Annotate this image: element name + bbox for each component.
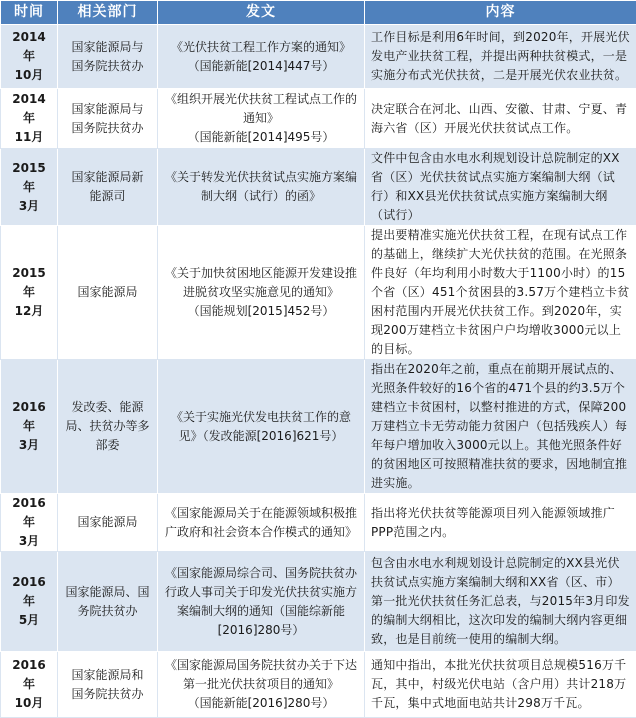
cell-dept: 国家能源局与 国务院扶贫办 bbox=[58, 25, 158, 89]
table-row bbox=[1, 494, 636, 552]
cell-content: 指出在2020年之前，重点在前期开展试点的、光照条件较好的16个省的471个县的约3.5万个建档立卡贫困村，以整村推进的方式，保障200万建档立卡无劳动能力贫困户（包括残疾人）每年每户增加收入3000元以上。其他光照条件好的贫困地区可按照精准扶贫的要求，因地制宜推进实施。 bbox=[365, 360, 636, 494]
table-row bbox=[1, 652, 636, 718]
cell-time: 2015年 3月 bbox=[1, 149, 58, 226]
cell-time: 2016年 10月 bbox=[1, 652, 58, 718]
cell-content: 决定联合在河北、山西、安徽、甘肃、宁夏、青海六省（区）开展光伏扶贫试点工作。 bbox=[365, 89, 636, 149]
cell-doc: 《组织开展光伏扶贫工程试点工作的 通知》 （国能新能[2014]495号） bbox=[158, 89, 365, 149]
cell-time: 2016年 3月 bbox=[1, 360, 58, 494]
header-time: 时间 bbox=[1, 1, 58, 25]
cell-dept: 国家能源局新 能源司 bbox=[58, 149, 158, 226]
cell-time: 2015年 12月 bbox=[1, 226, 58, 360]
cell-content: 指出将光伏扶贫等能源项目列入能源领域推广PPP范围之内。 bbox=[365, 494, 636, 552]
cell-doc: 《国家能源局综合司、国务院扶贫办 行政人事司关于印发光伏扶贫实施方 案编制大纲的通知（国能综新能 [2016]280号） bbox=[158, 552, 365, 652]
table-row bbox=[1, 360, 636, 494]
cell-doc: 《国家能源局国务院扶贫办关于下达 第一批光伏扶贫项目的通知》 （国能新能[2016]280号） bbox=[158, 652, 365, 718]
cell-content: 通知中指出，本批光伏扶贫项目总规模516万千瓦，其中，村级光伏电站（含户用）共计218万千瓦，集中式地面电站共计298万千瓦。 bbox=[365, 652, 636, 718]
header-content: 内容 bbox=[365, 1, 636, 25]
cell-doc: 《国家能源局关于在能源领域积极推 广政府和社会资本合作模式的通知》 bbox=[158, 494, 365, 552]
cell-doc: 《关于转发光伏扶贫试点实施方案编 制大纲（试行）的函》 bbox=[158, 149, 365, 226]
header-dept: 相关部门 bbox=[58, 1, 158, 25]
table-row bbox=[1, 552, 636, 652]
cell-dept: 国家能源局 bbox=[58, 226, 158, 360]
cell-time: 2014年 11月 bbox=[1, 89, 58, 149]
cell-doc: 《关于加快贫困地区能源开发建设推 进脱贫攻坚实施意见的通知》 （国能规划[2015]452号） bbox=[158, 226, 365, 360]
cell-doc: 《关于实施光伏发电扶贫工作的意 见》（发改能源[2016]621号） bbox=[158, 360, 365, 494]
cell-dept: 国家能源局和 国务院扶贫办 bbox=[58, 652, 158, 718]
cell-content: 工作目标是利用6年时间，到2020年，开展光伏发电产业扶贫工程，并提出两种扶贫模式，一是实施分布式光伏扶贫，二是开展光伏农业扶贫。 bbox=[365, 25, 636, 89]
cell-dept: 国家能源局 bbox=[58, 494, 158, 552]
table-row bbox=[1, 89, 636, 149]
cell-content: 包含由水电水利规划设计总院制定的XX县光伏扶贫试点实施方案编制大纲和XX省（区、市）第一批光伏扶贫任务汇总表，与2015年3月印发的编制大纲相比，这次印发的编制大纲内容更细致，也是目前统一使用的编制大纲。 bbox=[365, 552, 636, 652]
table-row bbox=[1, 149, 636, 226]
cell-time: 2016年 5月 bbox=[1, 552, 58, 652]
cell-content: 提出要精准实施光伏扶贫工程，在现有试点工作的基础上，继续扩大光伏扶贫的范围。在光照条件良好（年均利用小时数大于1100小时）的15个省（区）451个贫困县的3.57万个建档立卡贫困村范围内开展光伏扶贫工作。到2020年，实现200万建档立卡贫困户户均增收3000元以上的目标。 bbox=[365, 226, 636, 360]
cell-content: 文件中包含由水电水利规划设计总院制定的XX省（区）光伏扶贫试点实施方案编制大纲（试行）和XX县光伏扶贫试点实施方案编制大纲（试行） bbox=[365, 149, 636, 226]
cell-dept: 发改委、能源 局、扶贫办等多 部委 bbox=[58, 360, 158, 494]
cell-dept: 国家能源局、国 务院扶贫办 bbox=[58, 552, 158, 652]
table-row bbox=[1, 25, 636, 89]
header-doc: 发文 bbox=[158, 1, 365, 25]
cell-time: 2014年 10月 bbox=[1, 25, 58, 89]
cell-time: 2016年 3月 bbox=[1, 494, 58, 552]
table-row bbox=[1, 226, 636, 360]
cell-dept: 国家能源局与 国务院扶贫办 bbox=[58, 89, 158, 149]
cell-doc: 《光伏扶贫工程工作方案的通知》 （国能新能[2014]447号） bbox=[158, 25, 365, 89]
header-row bbox=[1, 1, 636, 25]
